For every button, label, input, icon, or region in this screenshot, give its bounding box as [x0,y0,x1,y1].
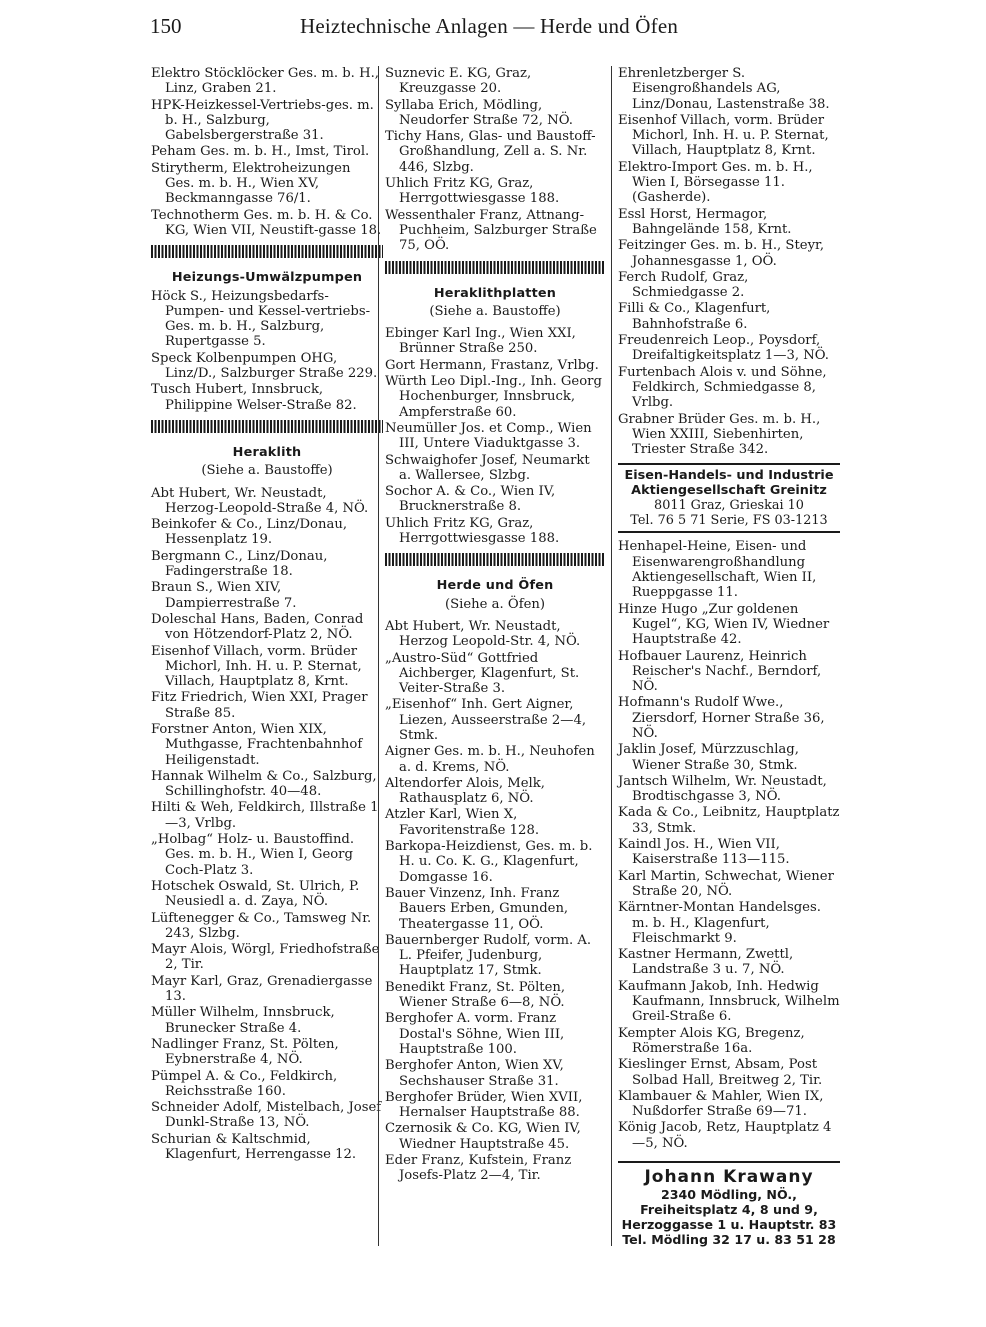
advertisement-line: Eisen-Handels- und Industrie [624,468,834,484]
column-middle [385,66,605,1185]
directory-entry: Speck Kolbenpumpen OHG, Linz/D., Salzburger Straße 229. [151,350,378,382]
directory-entry: Technotherm Ges. m. b. H. & Co. KG, Wien VII, Neustift-gasse 18. [151,207,382,238]
directory-entry: Schurian & Kaltschmid, Klagenfurt, Herrengasse 12. [151,1131,357,1162]
directory-entry: Aigner Ges. m. b. H., Neuhofen a. d. Krems, NÖ. [385,744,595,775]
page-title: Heiztechnische Anlagen — Herde und Öfen [300,14,679,38]
section-title: Herde und Öfen [436,578,554,594]
section-note: (Siehe a. Baustoffe) [429,303,561,319]
directory-entry: Doleschal Hans, Baden, Conrad von Hötzendorf-Platz 2, NÖ. [151,611,364,643]
advertisement-box [618,463,840,533]
directory-entry: Schneider Adolf, Mistelbach, Josef Dunkl-Straße 13, NÖ. [151,1100,382,1131]
directory-entry: Sochor A. & Co., Wien IV, Brucknerstraße 8. [385,484,556,515]
directory-entry: „Holbag“ Holz- u. Baustoffind. Ges. m. b. H., Wien I, Georg Coch-Platz 3. [151,832,355,878]
directory-entry: Abt Hubert, Wr. Neustadt, Herzog-Leopold-Straße 4, NÖ. [151,485,369,516]
directory-entry: Uhlich Fritz KG, Graz, Herrgottwiesgasse 188. [385,515,560,547]
directory-entry: Kaindl Jos. H., Wien VII, Kaiserstraße 113—115. [618,837,790,868]
directory-entry: Forstner Anton, Wien XIX, Muthgasse, Frachtenbahnhof Heiligenstadt. [151,721,363,768]
directory-entry: Wessenthaler Franz, Attnang-Puchheim, Salzburger Straße 75, OÖ. [385,207,597,254]
directory-entry: Kaufmann Jakob, Inh. Hedwig Kaufmann, Innsbruck, Wilhelm Greil-Straße 6. [618,978,840,1025]
directory-entry: Bauernberger Rudolf, vorm. A. L. Pfeifer, Judenburg, Hauptplatz 17, Stmk. [385,932,592,979]
directory-entry: Mayr Karl, Graz, Grenadiergasse 13. [151,973,373,1005]
section-separator [385,553,605,566]
directory-entry: HPK-Heizkessel-Vertriebs-ges. m. b. H., Salzburg, Gabelsbergerstraße 31. [151,97,374,144]
directory-entry: Elektro Stöcklöcker Ges. m. b. H., Linz, Graben 21. [151,66,379,97]
directory-entry: Hannak Wilhelm & Co., Salzburg, Schillinghofstr. 40—48. [151,768,377,800]
section-separator [151,420,383,433]
directory-entry: Nadlinger Franz, St. Pölten, Eybnerstraße 4, NÖ. [151,1036,339,1068]
directory-entry: Freudenreich Leop., Poysdorf, Dreifaltigkeitsplatz 1—3, NÖ. [618,333,829,364]
directory-entry: Gort Hermann, Frastanz, Vrlbg. [385,357,599,373]
directory-entry: Furtenbach Alois v. und Söhne, Feldkirch, Schmiedgasse 8, Vrlbg. [618,364,827,411]
section-title: Heraklithplatten [433,285,557,301]
directory-entry: Tichy Hans, Glas- und Baustoff-Großhandlung, Zell a. S. Nr. 446, Slzbg. [385,129,596,175]
directory-entry: Kada & Co., Leibnitz, Hauptplatz 33, Stmk. [618,805,840,836]
directory-entry: Czernosik & Co. KG, Wien IV, Wiedner Hauptstraße 45. [385,1121,581,1152]
directory-entry: Höck S., Heizungsbedarfs-Pumpen- und Kessel-vertriebs-Ges. m. b. H., Salzburg, Rupertgasse 5. [151,288,371,350]
advertisement-line: Tel. 76 5 71 Serie, FS 03-1213 [630,513,828,529]
directory-entry: Neumüller Jos. et Comp., Wien III, Untere Viaduktgasse 3. [385,420,592,452]
directory-entry: Bauer Vinzenz, Inh. Franz Bauers Erben, Gmunden, Theatergasse 11, OÖ. [385,885,569,932]
directory-entry: Fitz Friedrich, Wien XXI, Prager Straße 85. [151,690,368,721]
directory-entry: Tusch Hubert, Innsbruck, Philippine Welser-Straße 82. [151,382,357,413]
directory-entry: Suznevic E. KG, Graz, Kreuzgasse 20. [385,66,532,97]
directory-entry: Berghofer A. vorm. Franz Dostal's Söhne, Wien III, Hauptstraße 100. [385,1011,565,1057]
section-note: (Siehe a. Baustoffe) [201,463,333,479]
directory-entry: Braun S., Wien XIV, Dampierrestraße 7. [151,580,297,611]
page-header [150,14,840,44]
advertisement-line: Tel. Mödling 32 17 u. 83 51 28 [622,1232,836,1247]
directory-entry: Hilti & Weh, Feldkirch, Illstraße 1—3, Vrlbg. [151,800,379,831]
advertisement-line: 8011 Graz, Grieskai 10 [654,498,804,514]
directory-entry: Ferch Rudolf, Graz, Schmiedgasse 2. [618,269,749,301]
directory-entry: Mayr Alois, Wörgl, Friedhofstraße 2, Tir. [151,942,380,973]
section-separator [151,245,383,258]
directory-entry: Feitzinger Ges. m. b. H., Steyr, Johannesgasse 1, OÖ. [618,238,825,269]
directory-entry: Kieslinger Ernst, Absam, Post Solbad Hall, Breitweg 2, Tir. [618,1057,823,1088]
advertisement-line: Aktiengesellschaft Greinitz [631,483,827,499]
directory-entry: Beinkofer & Co., Linz/Donau, Hessenplatz 19. [151,517,348,548]
directory-entry: Eder Franz, Kufstein, Franz Josefs-Platz 2—4, Tir. [385,1153,572,1184]
directory-entry: Pümpel A. & Co., Feldkirch, Reichsstraße 160. [151,1068,338,1099]
directory-entry: Klambauer & Mahler, Wien IX, Nußdorfer Straße 69—71. [618,1088,824,1120]
directory-entry: Würth Leo Dipl.-Ing., Inh. Georg Hochenburger, Innsbruck, Ampferstraße 60. [385,374,602,420]
section-note: (Siehe a. Öfen) [444,596,546,612]
directory-entry: Ehrenletzberger S. Eisengroßhandels AG, Linz/Donau, Lastenstraße 38. [618,66,830,112]
column-divider [611,66,612,1246]
column-right [618,66,840,1247]
directory-entry: Berghofer Brüder, Wien XVII, Hernalser Hauptstraße 88. [385,1089,583,1121]
directory-entry: Müller Wilhelm, Innsbruck, Brunecker Straße 4. [151,1005,335,1036]
directory-entry: „Eisenhof“ Inh. Gert Aigner, Liezen, Ausseerstraße 2—4, Stmk. [385,697,587,743]
directory-entry: Eisenhof Villach, vorm. Brüder Michorl, Inh. H. u. P. Sternat, Villach, Hauptplatz 8, Krnt. [618,112,829,159]
directory-entry: Henhapel-Heine, Eisen- und Eisenwarengroßhandlung Aktiengesellschaft, Wien II, Rueppgasse 11. [618,539,817,601]
advertisement [618,1161,840,1247]
advertisement-line: Herzoggasse 1 u. Hauptstr. 83 [621,1217,837,1232]
directory-entry: Elektro-Import Ges. m. b. H., Wien I, Börsegasse 11. (Gasherde). [618,159,813,206]
directory-entry: Berghofer Anton, Wien XV, Sechshauser Straße 31. [385,1058,564,1089]
section-title: Heizungs-Umwälzpumpen [171,270,363,286]
directory-entry: Ebinger Karl Ing., Wien XXI, Brünner Straße 250. [385,326,576,357]
section-separator [385,261,605,274]
directory-entry: Stirytherm, Elektroheizungen Ges. m. b. H., Wien XV, Beckmanngasse 76/1. [151,160,351,207]
directory-entry: Abt Hubert, Wr. Neustadt, Herzog Leopold-Str. 4, NÖ. [385,618,581,650]
directory-entry: König Jacob, Retz, Hauptplatz 4—5, NÖ. [618,1120,832,1151]
directory-entry: Kempter Alois KG, Bregenz, Römerstraße 16a. [618,1025,805,1056]
directory-entry: Karl Martin, Schwechat, Wiener Straße 20, NÖ. [618,868,834,899]
directory-entry: Syllaba Erich, Mödling, Neudorfer Straße 72, NÖ. [385,97,573,128]
directory-entry: Hofmann's Rudolf Wwe., Ziersdorf, Horner Straße 36, NÖ. [618,695,825,741]
directory-entry: Hinze Hugo „Zur goldenen Kugel“, KG, Wien IV, Wiedner Hauptstraße 42. [618,601,830,648]
page-number: 150 [150,14,182,38]
directory-entry: Peham Ges. m. b. H., Imst, Tirol. [151,144,370,160]
directory-entry: Schwaighofer Josef, Neumarkt a. Wallersee, Slzbg. [385,452,590,483]
column-divider [378,66,379,1246]
directory-entry: Grabner Brüder Ges. m. b. H., Wien XXIII, Siebenhirten, Triester Straße 342. [618,411,821,458]
advertisement-line: 2340 Mödling, NÖ., [661,1187,797,1202]
directory-entry: Essl Horst, Hermagor, Bahngelände 158, Krnt. [618,206,792,237]
directory-entry: Filli & Co., Klagenfurt, Bahnhofstraße 6. [618,301,771,332]
directory-entry: Barkopa-Heizdienst, Ges. m. b. H. u. Co. K. G., Klagenfurt, Domgasse 16. [385,839,593,885]
directory-entry: Hotschek Oswald, St. Ulrich, P. Neusiedl a. d. Zaya, NÖ. [151,878,360,910]
section-title: Heraklith [232,444,302,460]
column-left [151,66,383,1163]
advertisement-name: Johann Krawany [644,1167,814,1187]
advertisement-line: Freiheitsplatz 4, 8 und 9, [640,1202,818,1217]
directory-entry: Kärntner-Montan Handelsges. m. b. H., Klagenfurt, Fleischmarkt 9. [618,900,821,946]
directory-entry: Bergmann C., Linz/Donau, Fadingerstraße 18. [151,548,328,580]
directory-entry: Uhlich Fritz KG, Graz, Herrgottwiesgasse 188. [385,176,560,207]
directory-entry: Benedikt Franz, St. Pölten, Wiener Straße 6—8, NÖ. [385,979,566,1011]
directory-entry: Jantsch Wilhelm, Wr. Neustadt, Brodtischgasse 3, NÖ. [618,773,827,805]
directory-entry: Kastner Hermann, Zwettl, Landstraße 3 u. 7, NÖ. [618,947,794,978]
directory-entry: „Austro-Süd“ Gottfried Aichberger, Klagenfurt, St. Veiter-Straße 3. [385,650,580,697]
directory-entry: Eisenhof Villach, vorm. Brüder Michorl, Inh. H. u. P. Sternat, Villach, Hauptplatz 8, Krnt. [151,643,362,690]
directory-entry: Jaklin Josef, Mürzzuschlag, Wiener Straße 30, Stmk. [618,742,799,773]
directory-entry: Atzler Karl, Wien X, Favoritenstraße 128. [385,807,540,838]
directory-entry: Altendorfer Alois, Melk, Rathausplatz 6, NÖ. [385,775,545,807]
directory-entry: Lüftenegger & Co., Tamsweg Nr. 243, Slzbg. [151,910,372,941]
directory-entry: Hofbauer Laurenz, Heinrich Reischer's Nachf., Berndorf, NÖ. [618,648,822,695]
